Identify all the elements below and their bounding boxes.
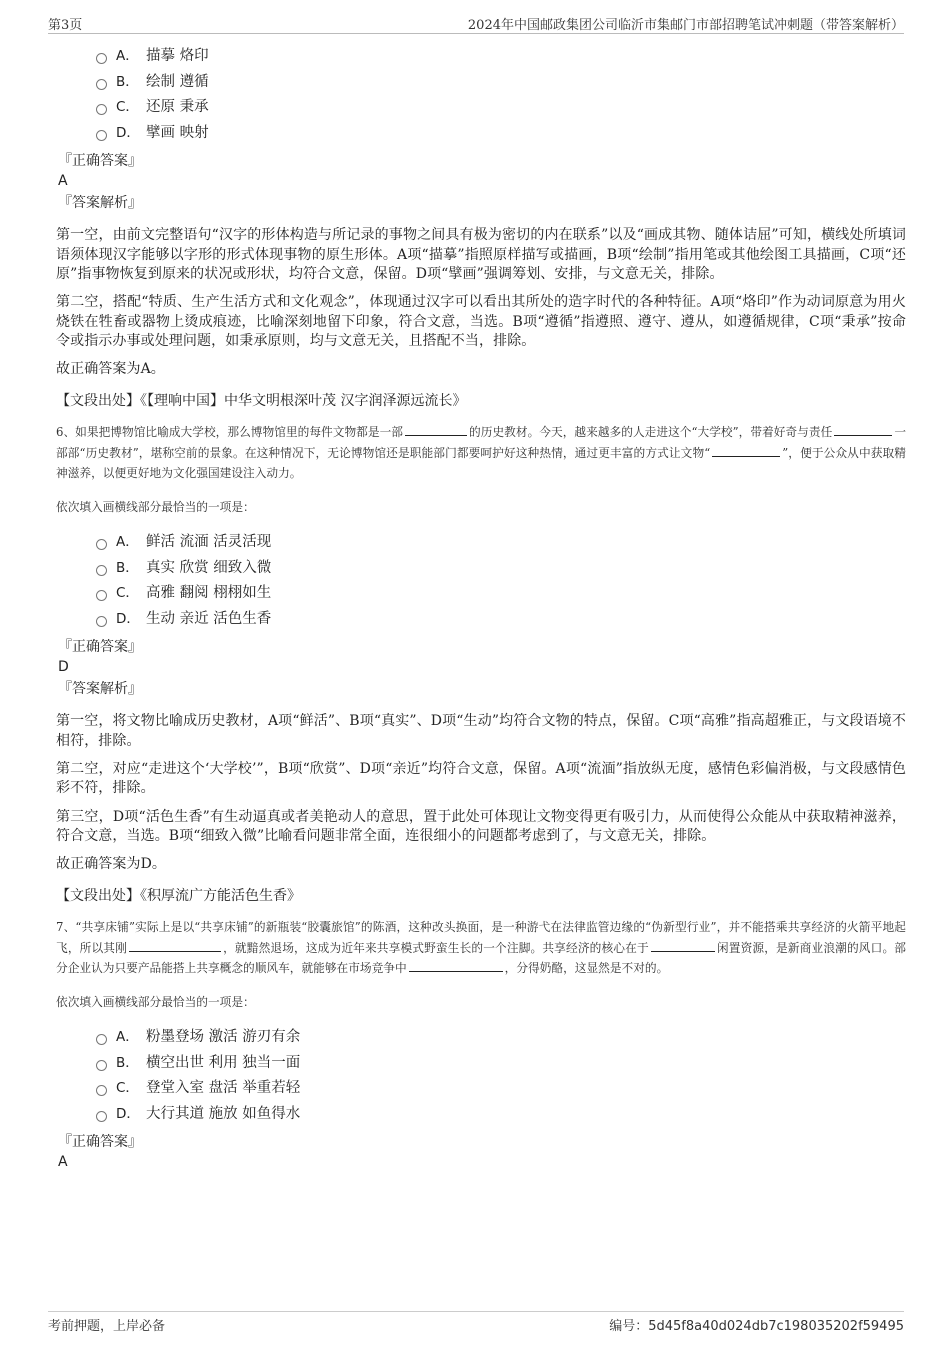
radio-icon[interactable] bbox=[96, 1060, 107, 1071]
q5-analysis-p2: 第二空，搭配“特质、生产生活方式和文化观念”，体现通过汉字可以看出其所处的造字时代的各种特征。A项“烙印”作为动词原意为用火烧铁在牲畜或器物上烫成痕迹，比喻深刻地留下印象，符合文意，当选。B项“遵循”指遵照、遵守、遵从，如遵循规律，C项“秉承”按命令或指示办事或处理问题，如秉承原则，均与文意无关，且搭配不当，排除。 bbox=[56, 294, 906, 349]
footer-slogan: 考前押题，上岸必备 bbox=[48, 1319, 166, 1334]
document-title: 2024年中国邮政集团公司临沂市集邮门市部招聘笔试冲刺题（带答案解析） bbox=[467, 18, 904, 33]
radio-icon[interactable] bbox=[96, 1111, 107, 1122]
q7-option-c[interactable]: C． 登堂入室 盘活 举重若轻 bbox=[96, 1076, 906, 1102]
q5-option-c[interactable]: C． 还原 秉承 bbox=[96, 95, 906, 121]
q6-analysis-p1: 第一空，将文物比喻成历史教材，A项“鲜活”、B项“真实”、D项“生动”均符合文物的特点，保留。C项“高雅”指高超雅正，与文段语境不相符，排除。 bbox=[56, 713, 906, 749]
q7-option-b[interactable]: B． 横空出世 利用 独当一面 bbox=[96, 1051, 906, 1077]
q5-analysis-p3: 故正确答案为A。 bbox=[56, 361, 165, 378]
page-footer bbox=[48, 1311, 904, 1333]
radio-icon[interactable] bbox=[96, 616, 107, 627]
q5-option-a[interactable]: A． 描摹 烙印 bbox=[96, 44, 906, 70]
blank-line bbox=[129, 939, 221, 952]
q6-analysis-p3: 第三空，D项“活色生香”有生动逼真或者美艳动人的意思，置于此处可体现让文物变得更有吸引力，从而使得公众能从中获取精神滋养，符合文意，当选。B项“细致入微”比喻看问题非常全面，连很细小的问题都考虑到了，与文意无关，排除。 bbox=[56, 808, 906, 844]
radio-icon[interactable] bbox=[96, 565, 107, 576]
q6-prompt: 依次填入画横线部分最恰当的一项是： bbox=[56, 499, 255, 514]
q6-options bbox=[96, 530, 906, 632]
blank-line bbox=[712, 444, 780, 457]
q7-answer-label: 『正确答案』 bbox=[58, 1134, 142, 1151]
document-code: 编号：5d45f8a40d024db7c198035202f59495 bbox=[609, 1319, 904, 1334]
q5-analysis-p1: 第一空，由前文完整语句“汉字的形体构造与所记录的事物之间具有极为密切的内在联系”以及“画成其物、随体诘屈”可知，横线处所填词语须体现汉字能够以字形的形式体现事物的原生形体。A项“描摹”指照原样描写或描画，B项“绘制”指用笔或其他绘图工具描画，C项“还原”指事物恢复到原来的状况或形状，均符合文意，保留。D项“擘画”强调筹划、安排，与文意无关，排除。 bbox=[56, 227, 906, 282]
q7-option-d[interactable]: D． 大行其道 施放 如鱼得水 bbox=[96, 1102, 906, 1128]
blank-line bbox=[834, 423, 892, 436]
radio-icon[interactable] bbox=[96, 539, 107, 550]
radio-icon[interactable] bbox=[96, 1034, 107, 1045]
q6-answer: D bbox=[58, 659, 69, 676]
blank-line bbox=[651, 939, 715, 952]
q5-option-b[interactable]: B． 绘制 遵循 bbox=[96, 70, 906, 96]
q6-option-d[interactable]: D． 生动 亲近 活色生香 bbox=[96, 607, 906, 633]
q5-source: 【文段出处】《【理响中国】中华文明根深叶茂 汉字润泽源远流长》 bbox=[56, 393, 467, 410]
q5-answer: A bbox=[58, 173, 68, 190]
radio-icon[interactable] bbox=[96, 79, 107, 90]
q6-analysis-p4: 故正确答案为D。 bbox=[56, 856, 167, 873]
page-number: 第3页 bbox=[48, 18, 83, 33]
q5-options bbox=[96, 44, 906, 146]
q6-stem: 6、如果把博物馆比喻成大学校，那么博物馆里的每件文物都是一部 的历史教材。今天，越来越多的人走进这个“大学校”，带着好奇与责任 一部部“历史教材”，堪称空前的景象。在这种情况下，无论博物馆还是职能部门都要呵护好这种热情，通过更丰富的方式让文物“ ”，便于公众从中获取精神滋养，以便更好地为文化强国建设注入动力。 bbox=[56, 425, 907, 481]
radio-icon[interactable] bbox=[96, 53, 107, 64]
q7-option-a[interactable]: A． 粉墨登场 激活 游刃有余 bbox=[96, 1025, 906, 1051]
radio-icon[interactable] bbox=[96, 130, 107, 141]
q6-option-b[interactable]: B． 真实 欣赏 细致入微 bbox=[96, 556, 906, 582]
q5-option-d[interactable]: D． 擘画 映射 bbox=[96, 121, 906, 147]
q6-analysis-p2: 第二空，对应“走进这个‘大学校’”，B项“欣赏”、D项“亲近”均符合文意，保留。A项“流湎”指放纵无度，感情色彩偏消极，与文段感情色彩不符，排除。 bbox=[56, 760, 906, 797]
radio-icon[interactable] bbox=[96, 104, 107, 115]
q7-options bbox=[96, 1025, 906, 1127]
q6-option-a[interactable]: A． 鲜活 流湎 活灵活现 bbox=[96, 530, 906, 556]
page-header bbox=[48, 14, 904, 34]
q6-analysis-label: 『答案解析』 bbox=[58, 681, 142, 698]
q7-answer: A bbox=[58, 1154, 68, 1171]
q5-answer-label: 『正确答案』 bbox=[58, 153, 142, 170]
radio-icon[interactable] bbox=[96, 590, 107, 601]
q6-answer-label: 『正确答案』 bbox=[58, 639, 142, 656]
main-content bbox=[56, 44, 906, 1171]
blank-line bbox=[405, 423, 467, 436]
q7-prompt: 依次填入画横线部分最恰当的一项是： bbox=[56, 994, 255, 1009]
blank-line bbox=[409, 959, 503, 972]
q5-analysis-label: 『答案解析』 bbox=[58, 195, 142, 212]
q7-stem: 7、“共享床铺”实际上是以“共享床铺”的新瓶装“胶囊旅馆”的陈酒，这种改头换面，是一种游弋在法律监管边缘的“伪新型行业”，并不能搭乘共享经济的火箭平地起飞，所以其刚 ，就黯然退场，这成为近年来共享模式野蛮生长的一个注脚。共享经济的核心在于 闲置资源，是新商业浪潮的风口。部分企业认为只要产品能搭上共享概念的顺风车，就能够在市场竞争中 ，分得奶酪，这显然是不对的。 bbox=[56, 920, 906, 976]
radio-icon[interactable] bbox=[96, 1085, 107, 1096]
q6-source: 【文段出处】《积厚流广方能活色生香》 bbox=[56, 888, 301, 905]
q6-option-c[interactable]: C． 高雅 翻阅 栩栩如生 bbox=[96, 581, 906, 607]
